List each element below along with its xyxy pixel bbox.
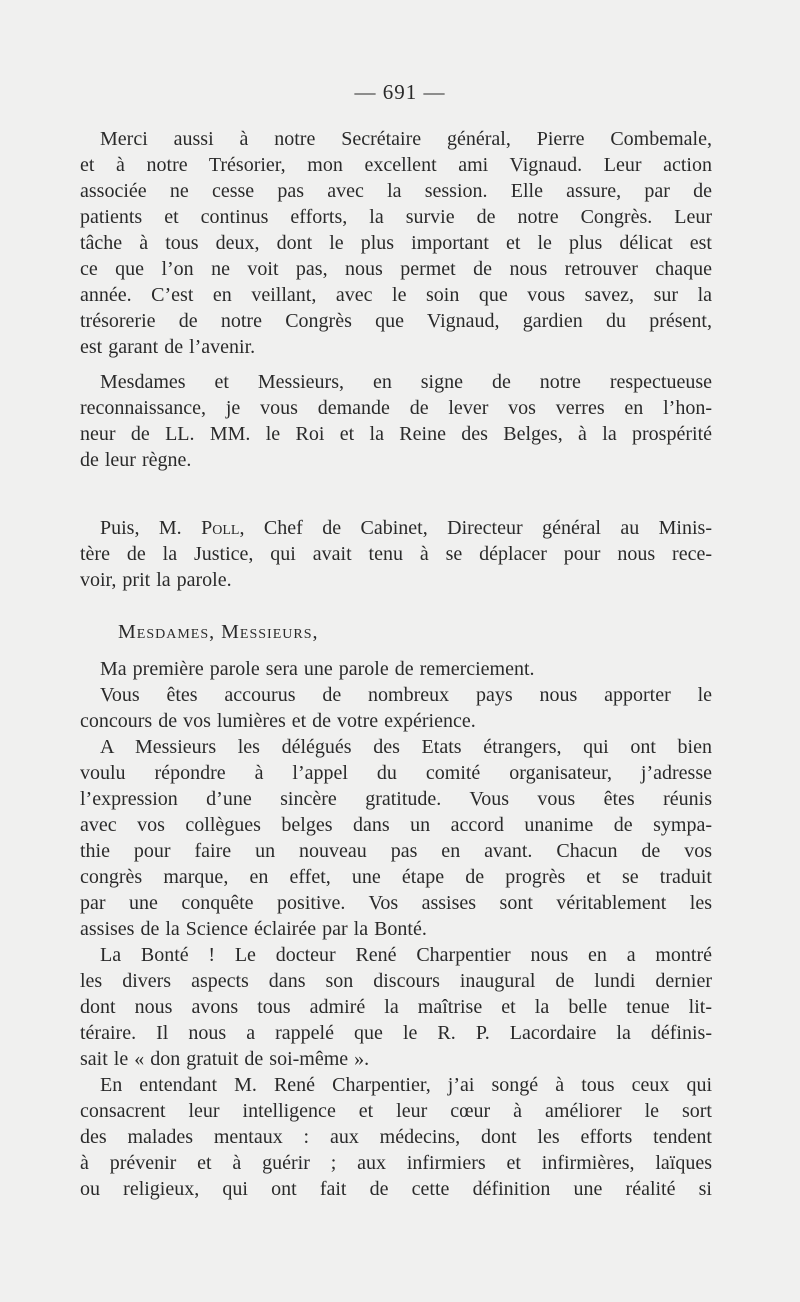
text-line: année. C’est en veillant, avec le soin que vous savez, sur la: [80, 284, 712, 306]
text-line: A Messieurs les délégués des Etats étrangers, qui ont bien: [100, 736, 712, 758]
text-line: et à notre Trésorier, mon excellent ami Vignaud. Leur action: [80, 154, 712, 176]
text-line: les divers aspects dans son discours inaugural de lundi dernier: [80, 970, 712, 992]
text-line: tère de la Justice, qui avait tenu à se déplacer pour nous rece-: [80, 543, 712, 565]
text-fragment: Puis, M.: [100, 517, 202, 539]
person-name: Poll: [201, 517, 240, 539]
page-number: — 691 —: [354, 80, 446, 104]
text-line: assises de la Science éclairée par la Bonté.: [80, 918, 427, 940]
text-line: ce que l’on ne voit pas, nous permet de nous retrouver chaque: [80, 258, 712, 280]
text-line: La Bonté ! Le docteur René Charpentier nous en a montré: [100, 944, 712, 966]
text-line: trésorerie de notre Congrès que Vignaud, gardien du présent,: [80, 310, 712, 332]
text-line: sait le « don gratuit de soi-même ».: [80, 1048, 370, 1070]
text-line: thie pour faire un nouveau pas en avant. Chacun de vos: [80, 840, 712, 862]
text-line: dont nous avons tous admiré la maîtrise et la belle tenue lit-: [80, 996, 712, 1018]
text-line: consacrent leur intelligence et leur cœur à améliorer le sort: [80, 1100, 712, 1122]
text-line: ou religieux, qui ont fait de cette définition une réalité si: [80, 1178, 712, 1200]
text-line: de leur règne.: [80, 449, 192, 471]
paragraph-poll-intro: [80, 515, 712, 593]
text-line: Mesdames et Messieurs, en signe de notre respectueuse: [100, 371, 712, 393]
paragraph-toast: [80, 369, 712, 473]
text-line: Merci aussi à notre Secrétaire général, Pierre Combemale,: [100, 128, 712, 150]
text-line: des malades mentaux : aux médecins, dont les efforts tendent: [80, 1126, 712, 1148]
text-line: patients et continus efforts, la survie de notre Congrès. Leur: [80, 206, 712, 228]
text-line: Ma première parole sera une parole de remerciement.: [100, 658, 535, 680]
text-line: à prévenir et à guérir ; aux infirmiers et infirmières, laïques: [80, 1152, 712, 1174]
text-line: est garant de l’avenir.: [80, 336, 256, 358]
text-line: [80, 515, 712, 541]
text-line: associée ne cesse pas avec la session. Elle assure, par de: [80, 180, 712, 202]
text-line: En entendant M. René Charpentier, j’ai songé à tous ceux qui: [100, 1074, 712, 1096]
text-line: concours de vos lumières et de votre expérience.: [80, 710, 476, 732]
speech-salutation: Mesdames, Messieurs,: [118, 621, 319, 643]
text-line: tâche à tous deux, dont le plus important et le plus délicat est: [80, 232, 712, 254]
text-line: l’expression d’une sincère gratitude. Vous vous êtes réunis: [80, 788, 712, 810]
text-fragment: , Chef de Cabinet, Directeur général au Minis-: [239, 517, 712, 539]
text-line: neur de LL. MM. le Roi et la Reine des Belges, à la prospérité: [80, 423, 712, 445]
paragraph-thanks-secretary: [80, 126, 712, 360]
text-line: avec vos collègues belges dans un accord unanime de sympa-: [80, 814, 712, 836]
text-line: voir, prit la parole.: [80, 569, 232, 591]
text-line: par une conquête positive. Vos assises sont véritablement les: [80, 892, 712, 914]
speech-body: [80, 656, 712, 1202]
text-line: voulu répondre à l’appel du comité organisateur, j’adresse: [80, 762, 712, 784]
text-line: congrès marque, en effet, une étape de progrès et se traduit: [80, 866, 712, 888]
text-line: Vous êtes accourus de nombreux pays nous apporter le: [100, 684, 712, 706]
text-line: téraire. Il nous a rappelé que le R. P. Lacordaire la définis-: [80, 1022, 712, 1044]
text-line: reconnaissance, je vous demande de lever vos verres en l’hon-: [80, 397, 712, 419]
